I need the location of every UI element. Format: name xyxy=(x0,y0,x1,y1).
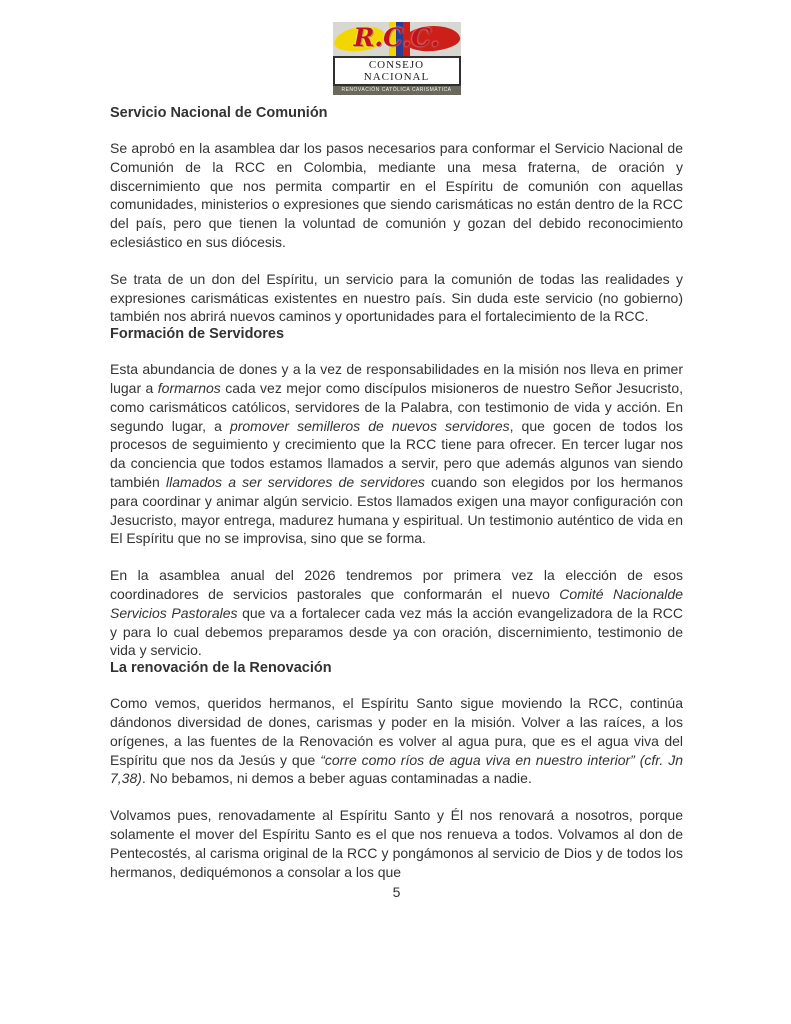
logo-subtitle-band: RENOVACIÓN CATÓLICA CARISMÁTICA xyxy=(333,86,461,95)
paragraph: Volvamos pues, renovadamente al Espíritu Santo y Él nos renovará a nosotros, porque solamente el mover del Espíritu Santo es el que nos renueva a todos. Volvamos al don de Pentecostés, al carisma original de la RCC y pongámonos al servicio de Dios y de todos los hermanos, dediquémonos a consolar a los que xyxy=(110,807,683,880)
logo-consejo-nacional-label: CONSEJO NACIONAL xyxy=(333,56,461,86)
section-la-renovacion-de-la-renovacion xyxy=(110,660,683,881)
section-formacion-de-servidores xyxy=(110,326,683,660)
org-logo xyxy=(333,22,461,95)
paragraph: Se trata de un don del Espíritu, un servicio para la comunión de todas las realidades y expresiones carismáticas existentes en nuestro país. Sin duda este servicio (no gobierno) también nos abrirá nuevos caminos y oportunidades para el fortalecimiento de la RCC. xyxy=(110,270,683,325)
paragraph: Esta abundancia de dones y a la vez de responsabilidades en la misión nos lleva en primer lugar a formarnos cada vez mejor como discípulos misioneros de nuestro Señor Jesucristo, como carismáticos católicos, servidores de la Palabra, con testimonio de vida y acción. En segundo lugar, a promover semilleros de nuevos servidores, que gocen de todos los procesos de seguimiento y crecimiento que la RCC tiene para ofrecer. En tercer lugar nos da conciencia que todos estamos llamados a servir, pero que además algunos van siendo también llamados a ser servidores de servidores cuando son elegidos por los hermanos para coordinar y animar algún servicio. Estos llamados exigen una mayor configuración con Jesucristo, mayor entrega, madurez humana y espiritual. Un testimonio auténtico de vida en El Espíritu que no se improvisa, sino que se forma. xyxy=(110,361,684,547)
paragraph: Se aprobó en la asamblea dar los pasos necesarios para conformar el Servicio Nacional de Comunión de la RCC en Colombia, mediante una mesa fraterna, de oración y discernimiento que nos permita compartir en el Espíritu de comunión con aquellas comunidades, ministerios o expresiones que siendo carismáticas no están dentro de la RCC del país, pero que tienen la voluntad de comunión y gozan del debido reconocimiento eclesiástico en sus diócesis. xyxy=(110,140,683,250)
paragraph: Como vemos, queridos hermanos, el Espíritu Santo sigue moviendo la RCC, continúa dándonos diversidad de dones, carismas y poder en la misión. Volver a las raíces, a los orígenes, a las fuentes de la Renovación es volver al agua pura, que es el agua viva del Espíritu que nos da Jesús y que “corre como ríos de agua viva en nuestro interior” (cfr. Jn 7,38). No bebamos, ni demos a beber aguas contaminadas a nadie. xyxy=(110,695,684,787)
logo-paint-area xyxy=(333,22,461,56)
page-number: 5 xyxy=(392,884,401,901)
section-heading: La renovación de la Renovación xyxy=(110,660,332,677)
section-servicio-nacional-de-comunion xyxy=(110,105,683,326)
logo-row xyxy=(110,22,683,95)
logo-monogram: R.C.C. xyxy=(353,23,440,52)
section-heading: Servicio Nacional de Comunión xyxy=(110,105,328,121)
section-heading: Formación de Servidores xyxy=(110,326,285,343)
paragraph: En la asamblea anual del 2026 tendremos por primera vez la elección de esos coordinadores de servicios pastorales que conformarán el nuevo Comité Nacionalde Servicios Pastorales que va a fortalecer cada vez más la acción evangelizadora de la RCC y para lo cual debemos preparamos desde ya con oración, discernimiento, testimonio de vida y servicio. xyxy=(110,567,683,659)
